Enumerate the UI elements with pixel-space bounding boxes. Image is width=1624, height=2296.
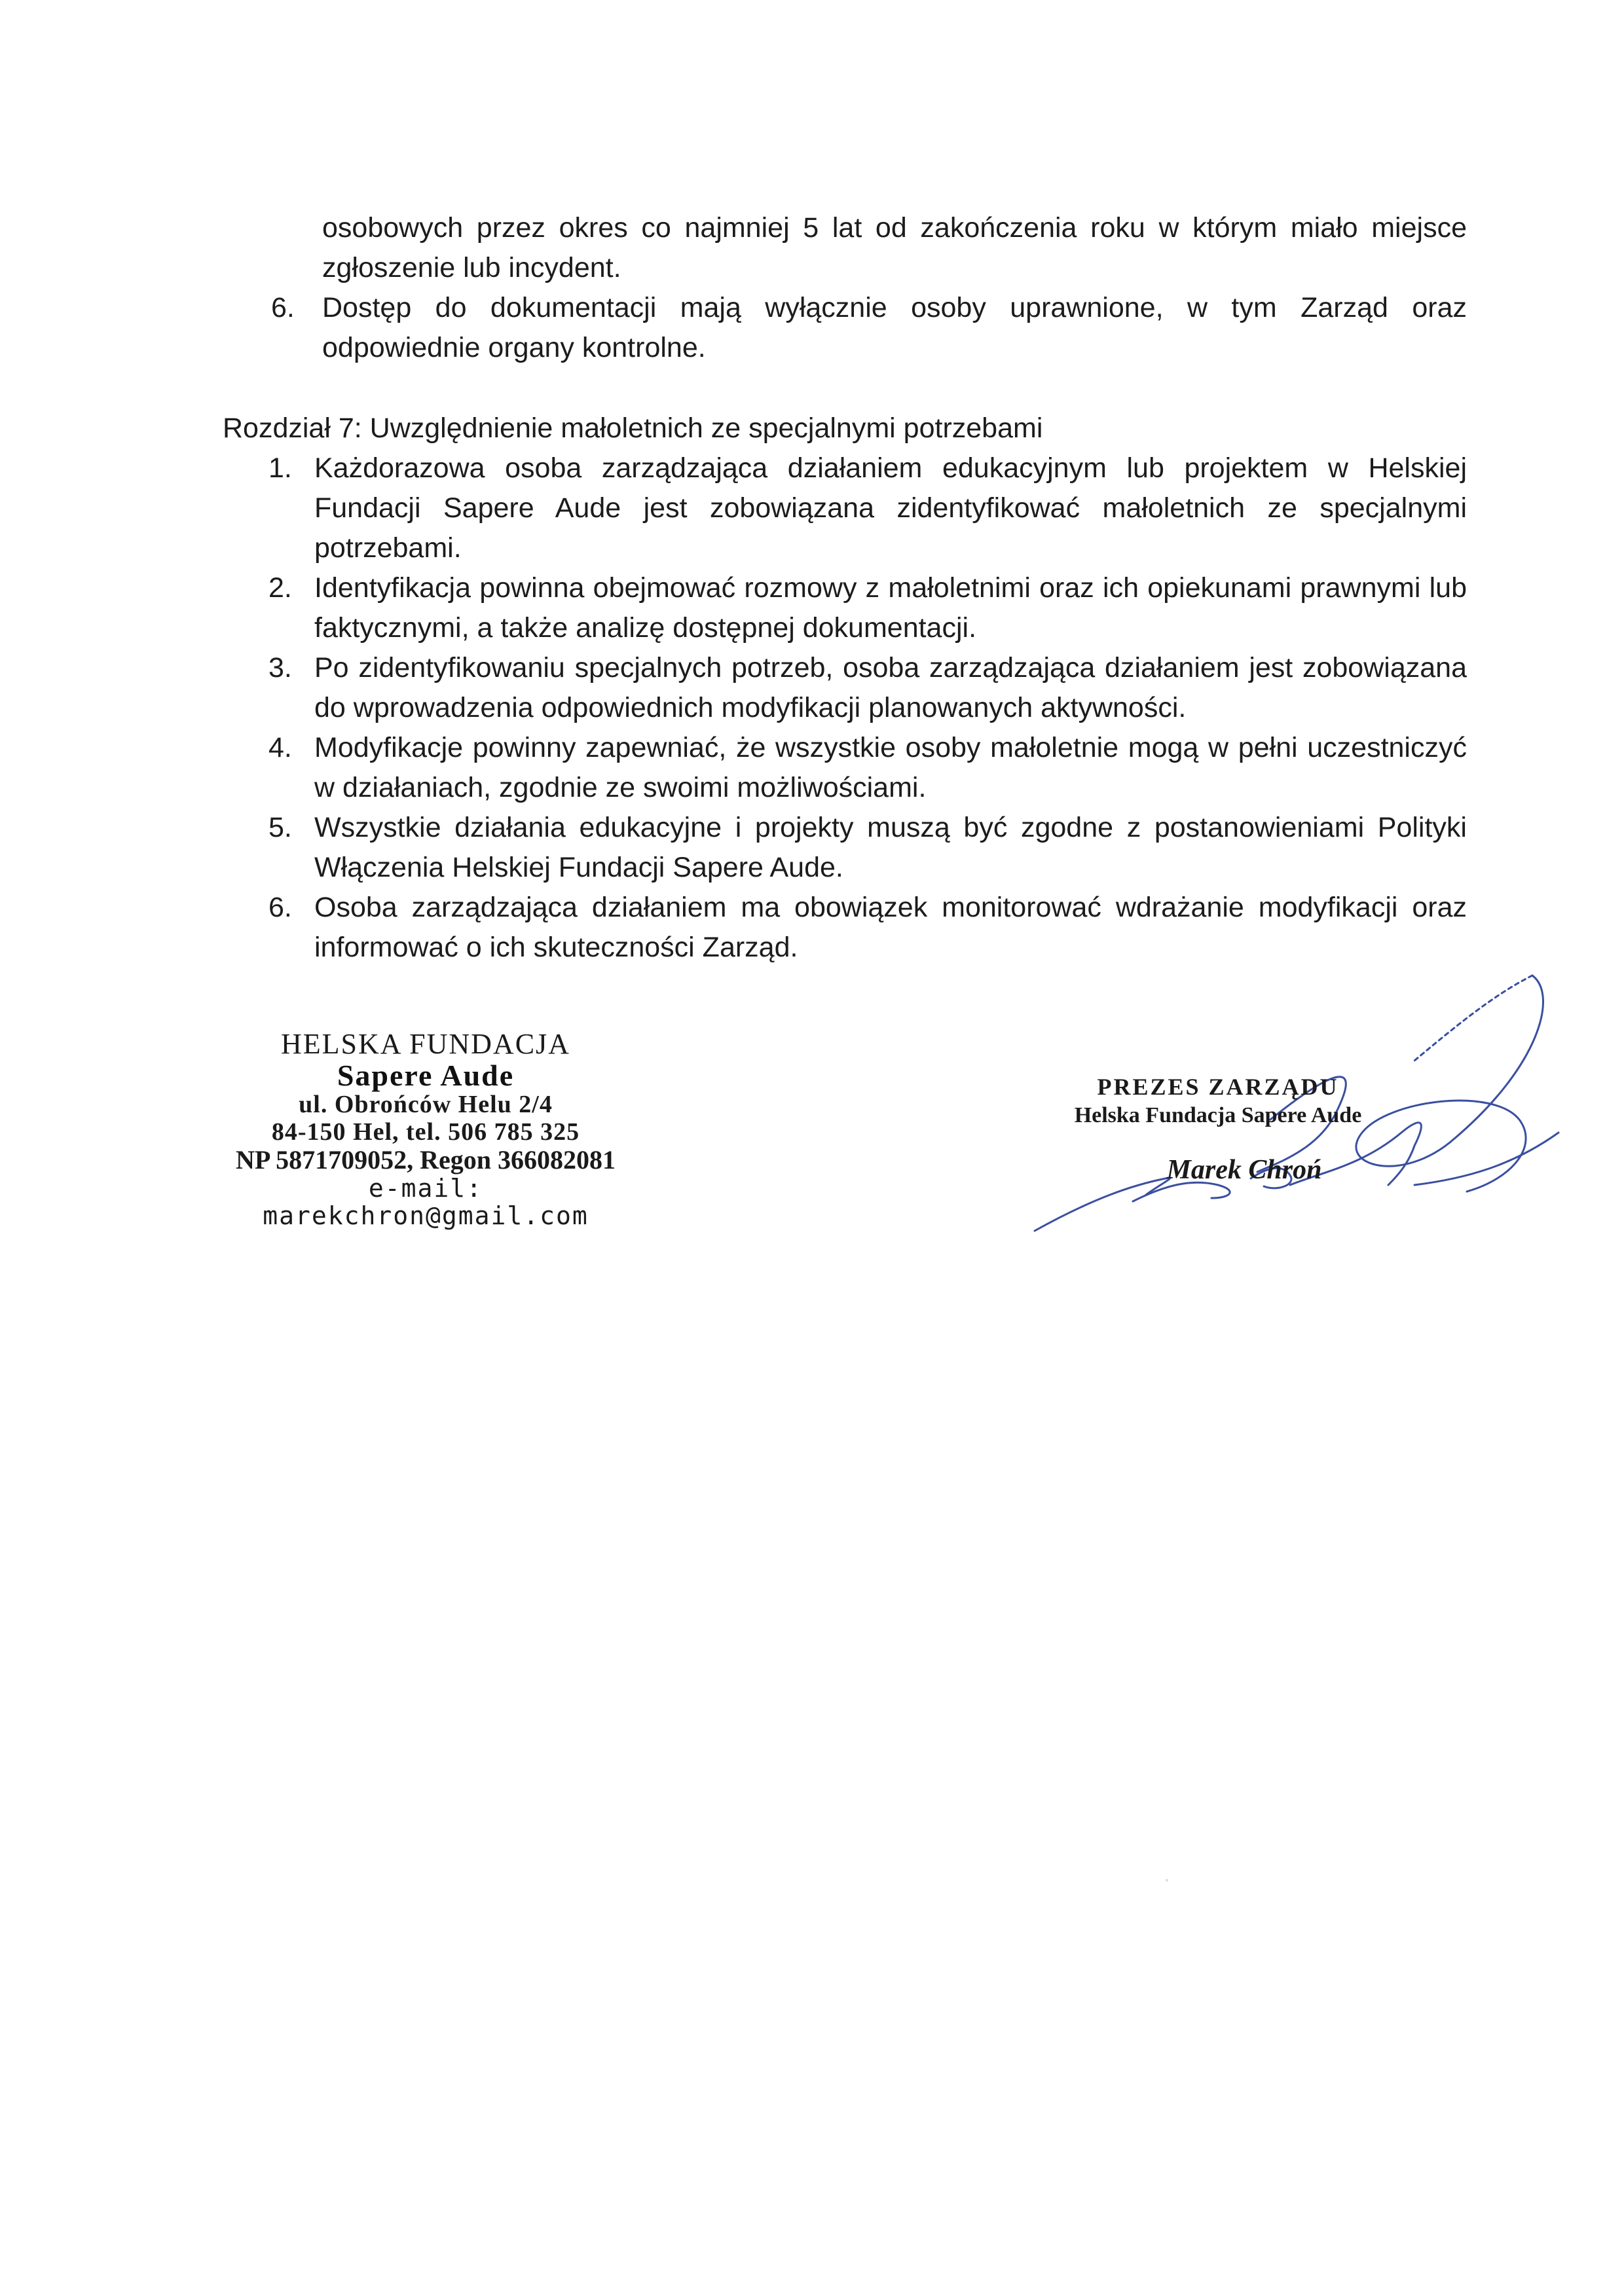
scan-speck xyxy=(1166,1879,1168,1882)
stamp-line-phone: 84-150 Hel, tel. 506 785 325 xyxy=(271,1118,580,1146)
list-item-text: Wszystkie działania edukacyjne i projekty muszą być zgodne z postanowieniami Polityki Włączenia Helskiej Fundacji Sapere Aude. xyxy=(314,812,1467,883)
foundation-stamp xyxy=(210,1028,642,1230)
list-item-number: 2. xyxy=(268,572,292,604)
list-item xyxy=(223,888,1467,968)
list-item-number: 1. xyxy=(268,452,292,484)
stamp-line-address: ul. Obrońców Helu 2/4 xyxy=(299,1091,553,1118)
list-item xyxy=(223,288,1467,368)
stamp-person-name: Marek Chroń xyxy=(1166,1155,1322,1185)
list-item-text: Osoba zarządzająca działaniem ma obowiązek monitorować wdrażanie modyfikacji oraz informować o ich skuteczności Zarząd. xyxy=(314,892,1467,963)
list-item-text: Dostęp do dokumentacji mają wyłącznie osoby uprawnione, w tym Zarząd oraz odpowiednie organy kontrolne. xyxy=(322,292,1467,363)
stamp-organization: Helska Fundacja Sapere Aude xyxy=(1074,1103,1362,1127)
chapter-title: Rozdział 7: Uwzględnienie małoletnich ze specjalnymi potrzebami xyxy=(223,412,1043,444)
stamp-line-email: e-mail: marekchron@gmail.com xyxy=(263,1174,589,1230)
list-item xyxy=(223,448,1467,568)
list-item-number: 3. xyxy=(268,652,292,683)
list-item-text: Po zidentyfikowaniu specjalnych potrzeb, osoba zarządzająca działaniem jest zobowiązana do wprowadzenia odpowiednich modyfikacji planowanych aktywności. xyxy=(314,652,1467,723)
continuation-paragraph: osobowych przez okres co najmniej 5 lat od zakończenia roku w którym miało miejsce zgłoszenie lub incydent. xyxy=(322,212,1467,283)
stamp-line-registry: NP 5871709052, Regon 366082081 xyxy=(236,1145,616,1175)
stamp-title: PREZES ZARZĄDU xyxy=(1097,1074,1339,1100)
list-item xyxy=(223,808,1467,888)
list-item-number: 6. xyxy=(271,292,295,323)
list-item xyxy=(223,728,1467,808)
stamp-line-subname: Sapere Aude xyxy=(337,1059,515,1092)
list-item-text: Identyfikacja powinna obejmować rozmowy z małoletnimi oraz ich opiekunami prawnymi lub faktycznymi, a także analizę dostępnej dokumentacji. xyxy=(314,572,1467,644)
stamp-line-name: HELSKA FUNDACJA xyxy=(281,1028,570,1060)
list-item-text: Modyfikacje powinny zapewniać, że wszystkie osoby małoletnie mogą w pełni uczestniczyć w działaniach, zgodnie ze swoimi możliwościami. xyxy=(314,732,1467,803)
continuation-list xyxy=(223,288,1467,368)
president-stamp xyxy=(1035,1072,1401,1186)
list-item xyxy=(223,568,1467,648)
chapter-7-list xyxy=(223,448,1467,968)
document-body xyxy=(223,208,1467,968)
list-item-number: 4. xyxy=(268,732,292,763)
list-item-number: 6. xyxy=(268,892,292,923)
chapter-7 xyxy=(223,409,1467,968)
list-item-number: 5. xyxy=(268,812,292,843)
list-item xyxy=(223,648,1467,728)
list-item-text: Każdorazowa osoba zarządzająca działaniem edukacyjnym lub projektem w Helskiej Fundacji Sapere Aude jest zobowiązana zidentyfikować małoletnich ze specjalnymi potrzebami. xyxy=(314,452,1467,564)
